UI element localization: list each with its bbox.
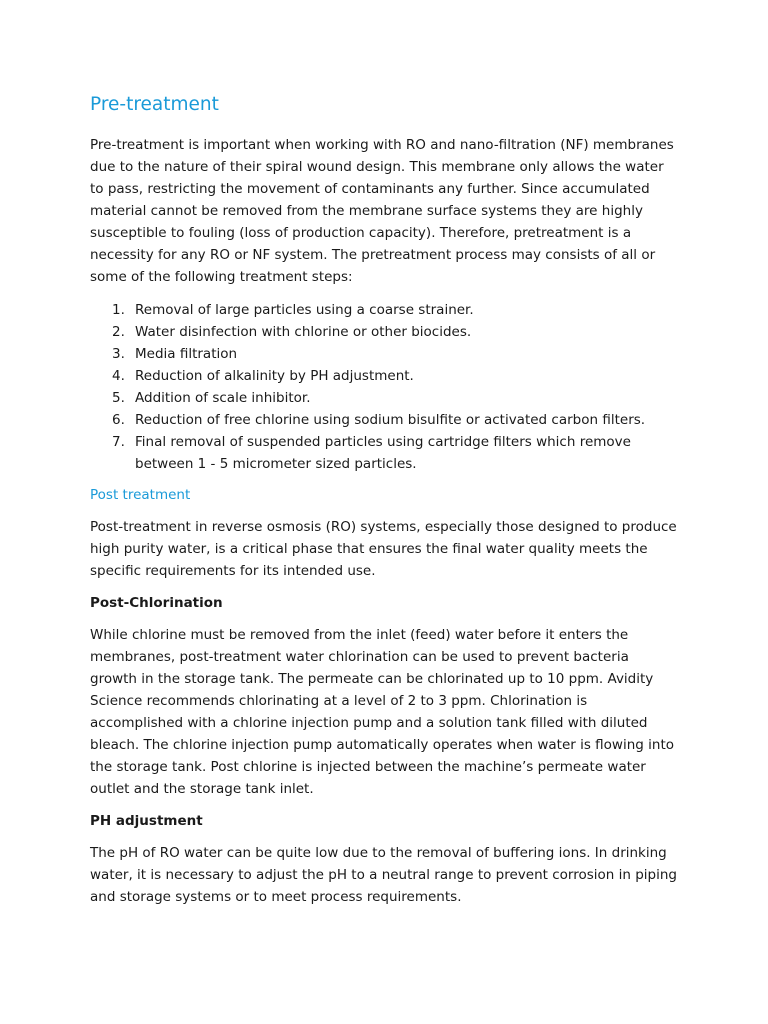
list-item-text: Final removal of suspended particles using cartridge filters which remove between 1 - 5 micrometer sized particles. [135,434,631,472]
list-item [90,321,680,343]
list-item [90,365,680,387]
post-treatment-paragraph: Post-treatment in reverse osmosis (RO) systems, especially those designed to produce high purity water, is a critical phase that ensures the final water quality meets the specific requirements for its intended use. [90,519,677,579]
list-item-number: 2. [112,324,125,340]
list-item-text: Addition of scale inhibitor. [135,390,311,406]
list-item-text: Reduction of alkalinity by PH adjustment. [135,368,414,384]
post-chlorination-paragraph: While chlorine must be removed from the inlet (feed) water before it enters the membranes, post-treatment water chlorination can be used to prevent bacteria growth in the storage tank. The permeate can be chlorinated up to 10 ppm. Avidity Science recommends chlorinating at a level of 2 to 3 ppm. Chlorination is accomplished with a chlorine injection pump and a solution tank filled with diluted bleach. The chlorine injection pump automatically operates when water is flowing into the storage tank. Post chlorine is injected between the machine’s permeate water outlet and the storage tank inlet. [90,627,674,797]
list-item [90,409,680,431]
pretreatment-intro-paragraph: Pre-treatment is important when working with RO and nano-filtration (NF) membranes due to the nature of their spiral wound design. This membrane only allows the water to pass, restricting the movement of contaminants any further. Since accumulated material cannot be removed from the membrane surface systems they are highly susceptible to fouling (loss of production capacity). Therefore, pretreatment is a necessity for any RO or NF system. The pretreatment process may consists of all or some of the following treatment steps: [90,137,674,285]
list-item-number: 5. [112,390,125,406]
list-item [90,387,680,409]
ph-adjustment-paragraph: The pH of RO water can be quite low due to the removal of buffering ions. In drinking water, it is necessary to adjust the pH to a neutral range to prevent corrosion in piping and storage systems or to meet process requirements. [90,845,677,905]
post-chlorination-heading: Post-Chlorination [90,595,223,611]
list-item-text: Removal of large particles using a coarse strainer. [135,302,474,318]
list-item [90,299,680,321]
pretreatment-heading: Pre-treatment [90,94,219,115]
list-item-text: Water disinfection with chlorine or other biocides. [135,324,472,340]
ph-adjustment-heading: PH adjustment [90,813,203,829]
list-item [90,343,680,365]
list-item-text: Media filtration [135,346,238,362]
pretreatment-steps-list [90,299,680,475]
list-item-number: 6. [112,412,125,428]
list-item [90,431,680,475]
post-treatment-heading: Post treatment [90,487,191,503]
list-item-number: 7. [112,434,125,450]
list-item-number: 4. [112,368,125,384]
list-item-number: 3. [112,346,125,362]
list-item-text: Reduction of free chlorine using sodium bisulfite or activated carbon filters. [135,412,646,428]
list-item-number: 1. [112,302,125,318]
document-page [90,92,680,919]
